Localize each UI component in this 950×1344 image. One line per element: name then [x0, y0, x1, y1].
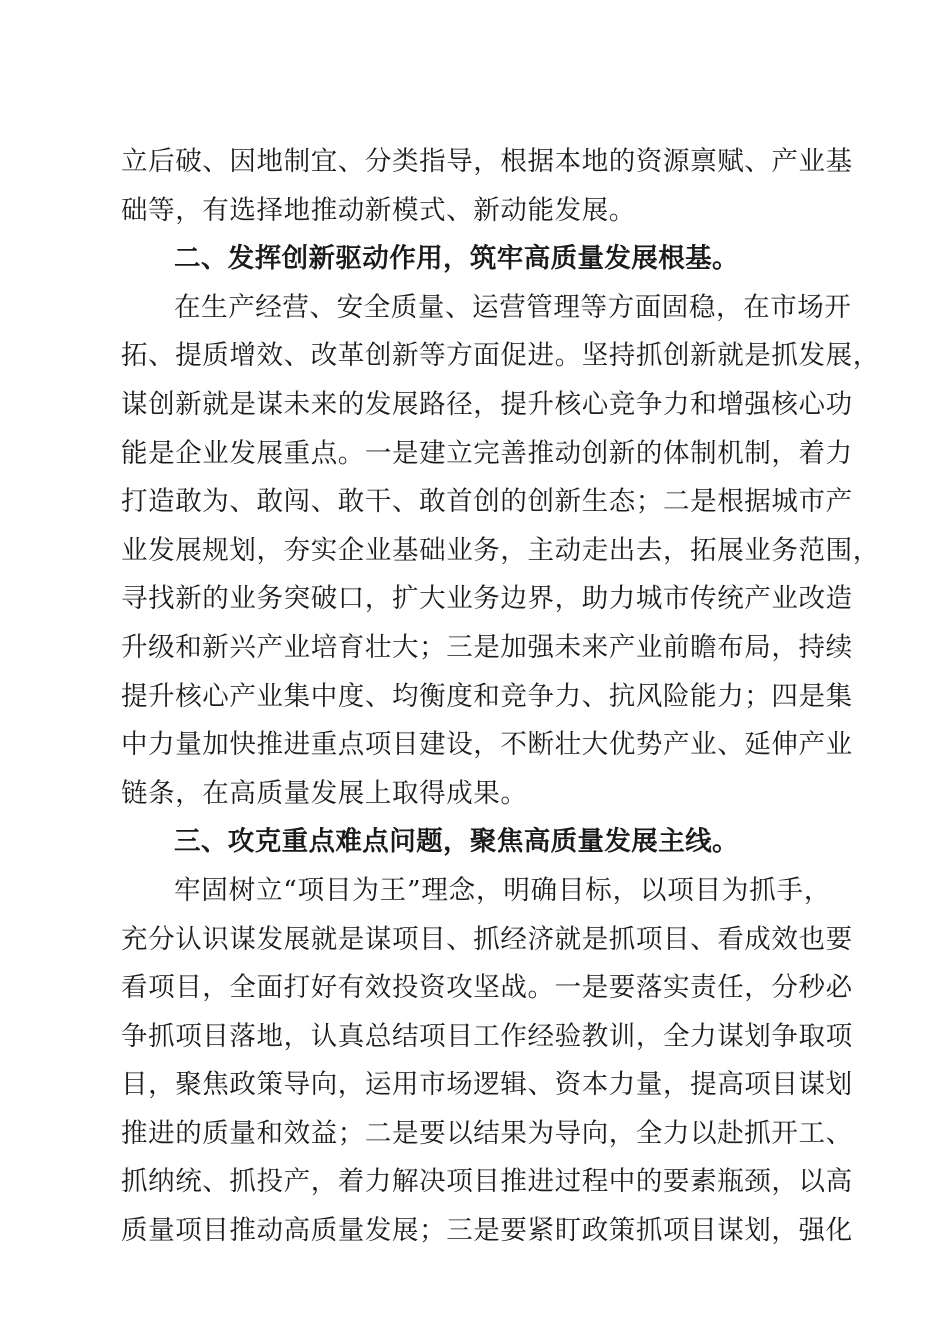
body-line: 看项目，全面打好有效投资攻坚战。一是要落实责任，分秒必 [121, 972, 853, 1004]
body-line: 中力量加快推进重点项目建设，不断壮大优势产业、延伸产业 [121, 729, 853, 761]
body-line: 在生产经营、安全质量、运营管理等方面固稳，在市场开 [174, 291, 852, 323]
body-line: 谋创新就是谋未来的发展路径，提升核心竞争力和增强核心功 [121, 388, 853, 420]
body-line: 础等，有选择地推动新模式、新动能发展。 [121, 194, 636, 226]
section-heading-2: 二、发挥创新驱动作用，筑牢高质量发展根基。 [174, 243, 739, 275]
body-line: 链条，在高质量发展上取得成果。 [121, 777, 528, 809]
body-line: 目，聚焦政策导向，运用市场逻辑、资本力量，提高项目谋划 [121, 1069, 853, 1101]
body-line: 升级和新兴产业培育壮大；三是加强未来产业前瞻布局，持续 [121, 631, 853, 663]
body-line: 能是企业发展重点。一是建立完善推动创新的体制机制，着力 [121, 437, 853, 469]
body-line: 业发展规划，夯实企业基础业务，主动走出去，拓展业务范围， [121, 534, 880, 566]
body-line: 推进的质量和效益；二是要以结果为导向，全力以赴抓开工、 [121, 1117, 853, 1149]
body-line: 质量项目推动高质量发展；三是要紧盯政策抓项目谋划，强化 [121, 1215, 853, 1247]
body-line: 打造敢为、敢闯、敢干、敢首创的创新生态；二是根据城市产 [121, 486, 853, 518]
body-line: 争抓项目落地，认真总结项目工作经验教训，全力谋划争取项 [121, 1020, 853, 1052]
body-line: 抓纳统、抓投产，着力解决项目推进过程中的要素瓶颈，以高 [121, 1166, 853, 1198]
body-line: 牢固树立“项目为王”理念，明确目标，以项目为抓手， [174, 874, 831, 906]
body-line: 拓、提质增效、改革创新等方面促进。坚持抓创新就是抓发展， [121, 340, 880, 372]
body-line: 提升核心产业集中度、均衡度和竞争力、抗风险能力；四是集 [121, 680, 853, 712]
body-line: 充分认识谋发展就是谋项目、抓经济就是抓项目、看成效也要 [121, 923, 853, 955]
body-line: 寻找新的业务突破口，扩大业务边界，助力城市传统产业改造 [121, 583, 853, 615]
document-body [121, 138, 880, 1256]
section-heading-3: 三、攻克重点难点问题，聚焦高质量发展主线。 [174, 826, 739, 858]
body-line: 立后破、因地制宜、分类指导，根据本地的资源禀赋、产业基 [121, 146, 853, 177]
